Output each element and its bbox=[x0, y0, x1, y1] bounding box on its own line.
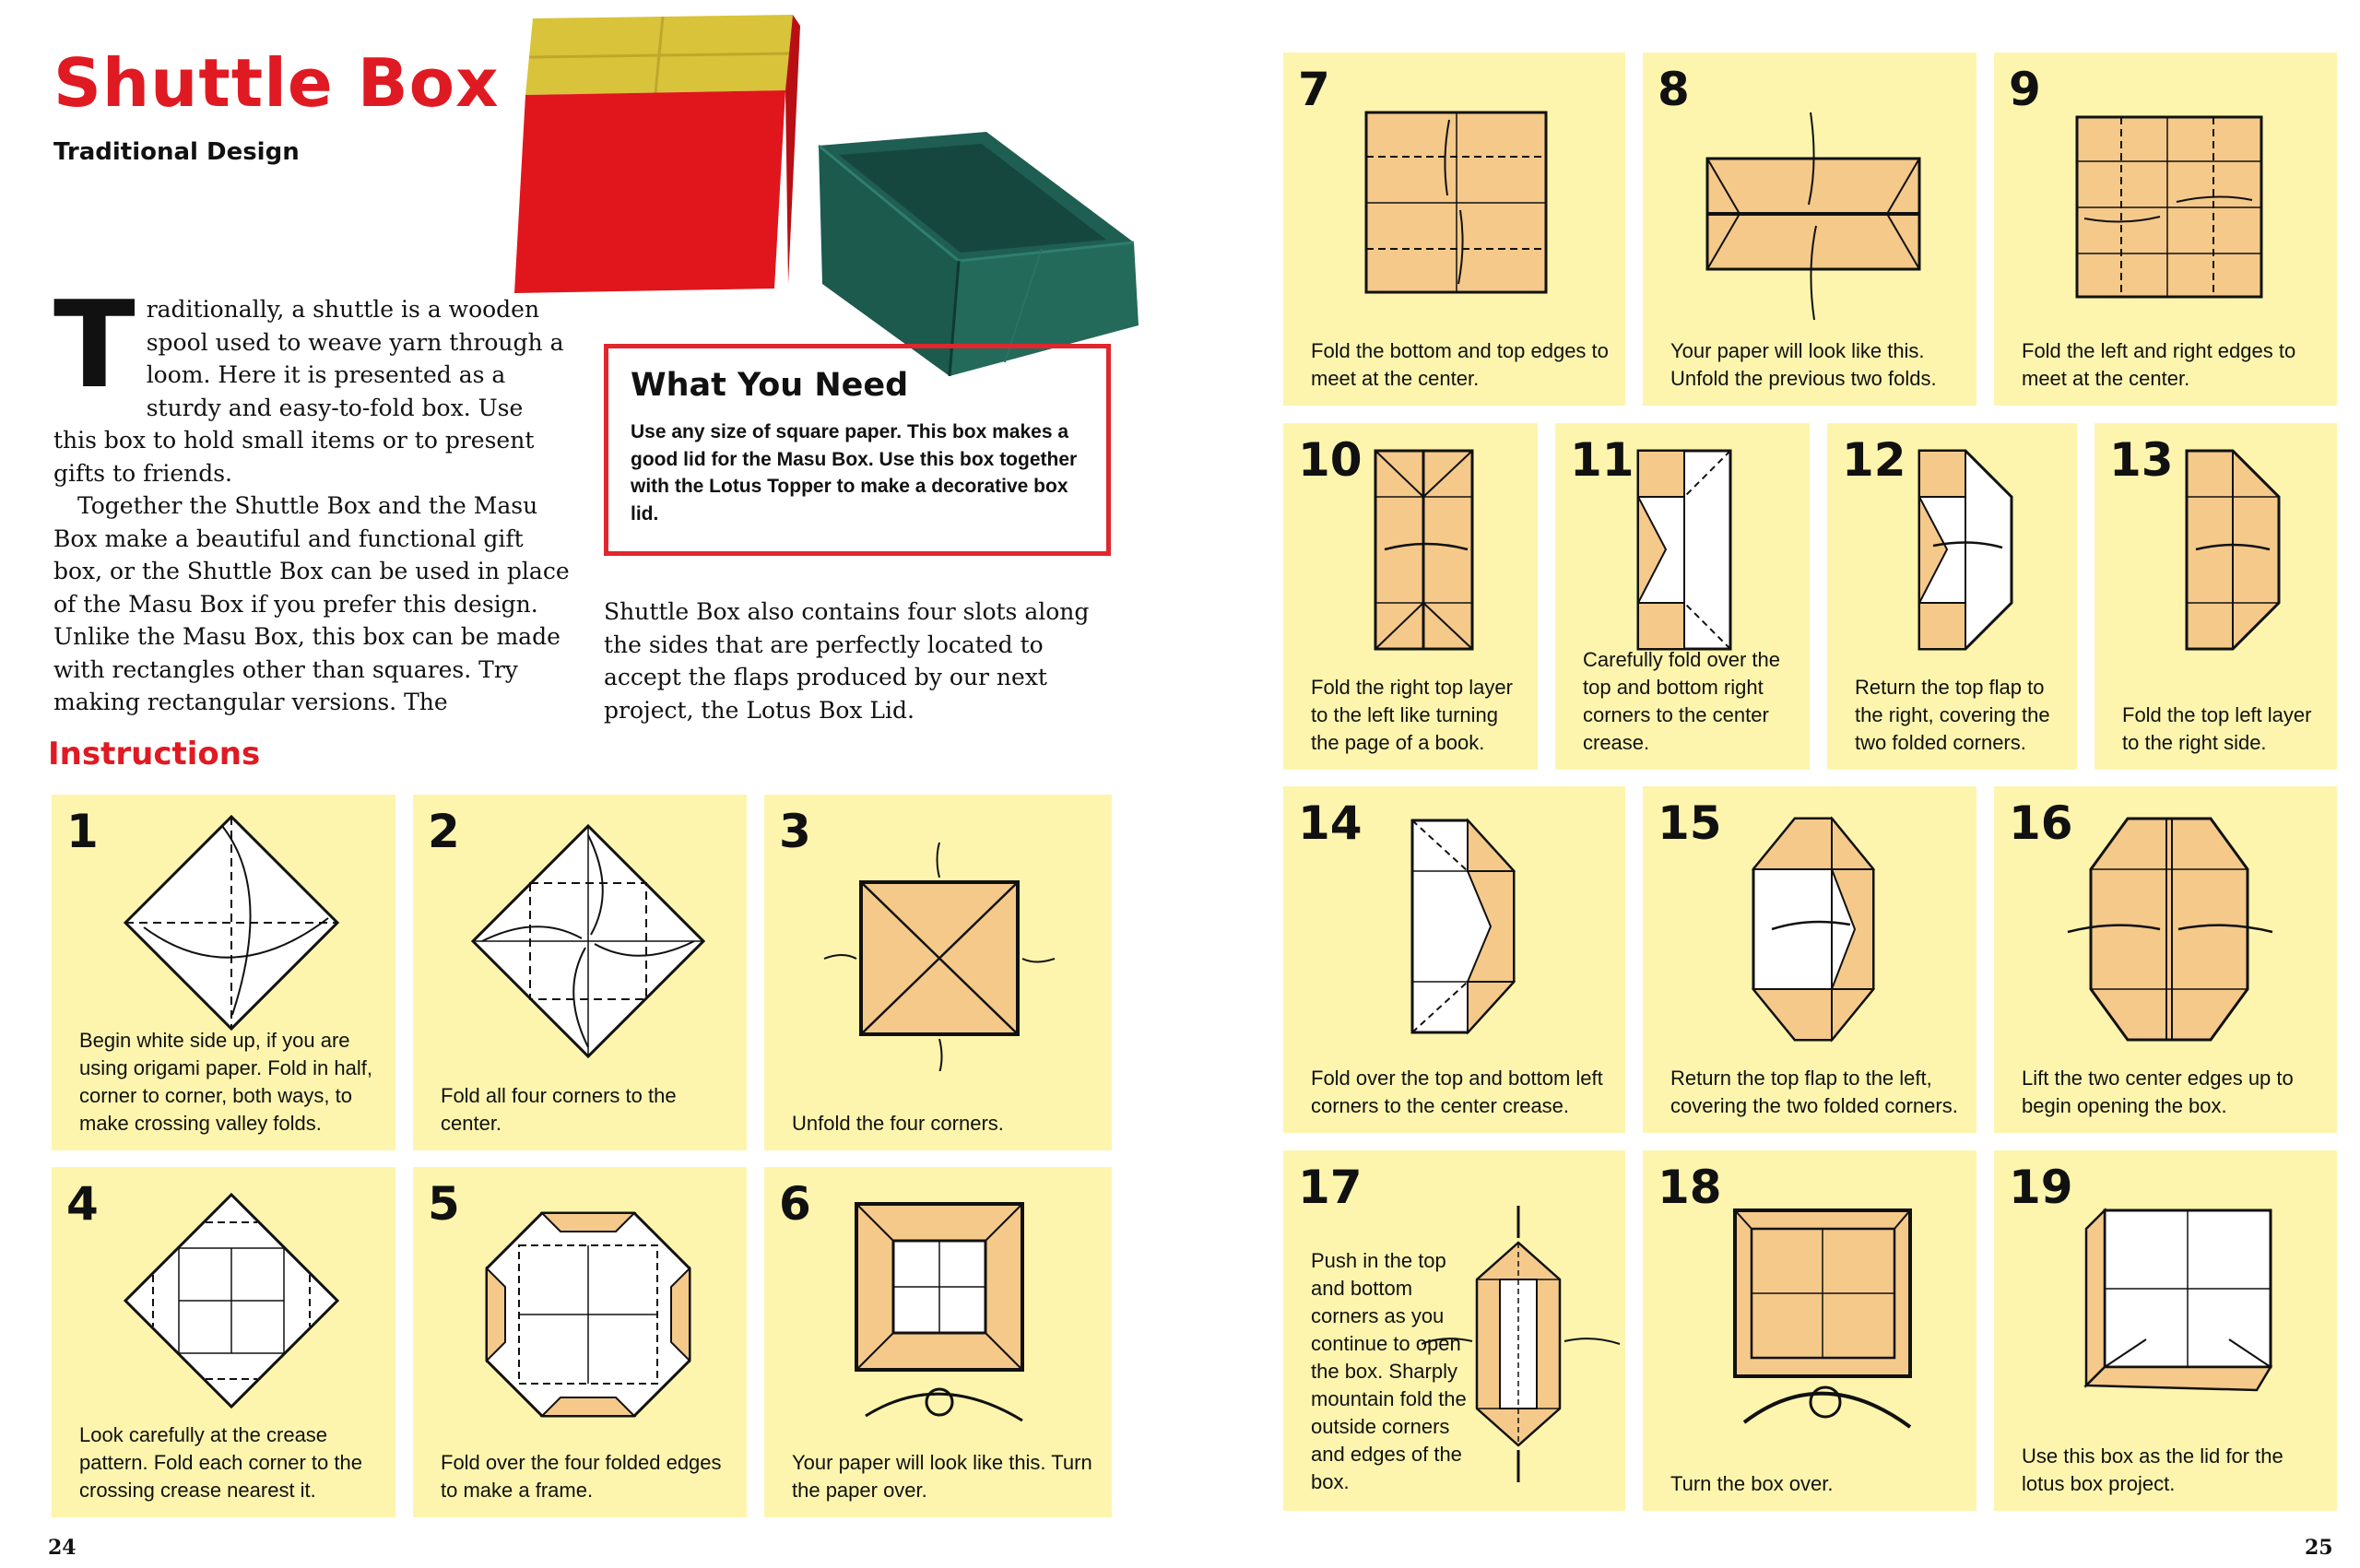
step-10-diagram bbox=[1366, 446, 1477, 658]
step-3-diagram bbox=[820, 831, 1059, 1071]
step-caption: Your paper will look like this. Turn the paper over. bbox=[792, 1451, 1092, 1502]
step-caption: Look carefully at the crease pattern. Fold each corner to the crossing crease nearest it. bbox=[79, 1423, 362, 1502]
instructions-heading: Instructions bbox=[48, 736, 261, 772]
step-1-diagram bbox=[116, 808, 347, 1038]
step-number: 17 bbox=[1298, 1161, 1363, 1214]
step-2-diagram bbox=[464, 817, 713, 1066]
step-number: 1 bbox=[66, 805, 99, 858]
step-number: 15 bbox=[1658, 796, 1722, 850]
step-caption: Turn the box over. bbox=[1670, 1472, 1834, 1495]
step-5-diagram bbox=[478, 1204, 699, 1425]
step-5 bbox=[413, 1167, 747, 1517]
step-6-diagram bbox=[838, 1195, 1050, 1434]
step-number: 10 bbox=[1298, 433, 1363, 487]
step-18-diagram bbox=[1717, 1201, 1929, 1441]
what-you-need-heading: What You Need bbox=[631, 367, 909, 404]
step-number: 12 bbox=[1842, 433, 1906, 487]
intro-paragraph-3: Shuttle Box also contains four slots along the sides that are perfectly located to accept the flaps produced by our next project, the Lotus Box Lid. bbox=[604, 598, 1090, 724]
step-11-diagram bbox=[1629, 446, 1740, 658]
step-19 bbox=[1994, 1150, 2337, 1511]
step-10 bbox=[1283, 423, 1538, 770]
page-title: Shuttle Box bbox=[53, 44, 500, 122]
step-caption: Unfold the four corners. bbox=[792, 1112, 1004, 1135]
step-19-diagram bbox=[2077, 1201, 2289, 1422]
step-11 bbox=[1555, 423, 1810, 770]
step-9-diagram bbox=[2068, 108, 2271, 301]
step-9 bbox=[1994, 53, 2337, 406]
step-caption: Lift the two center edges up to begin opening the box. bbox=[2022, 1067, 2294, 1117]
step-number: 4 bbox=[66, 1177, 99, 1231]
step-16-diagram bbox=[2059, 814, 2280, 1044]
intro-text bbox=[53, 275, 570, 719]
page-number-right: 25 bbox=[2305, 1536, 2333, 1560]
step-16 bbox=[1994, 786, 2337, 1133]
step-caption: Your paper will look like this. Unfold the previous two folds. bbox=[1670, 339, 1937, 390]
step-7 bbox=[1283, 53, 1625, 406]
step-number: 13 bbox=[2109, 433, 2174, 487]
step-13-diagram bbox=[2177, 446, 2288, 658]
step-8-diagram bbox=[1698, 108, 1929, 329]
step-caption: Fold the left and right edges to meet at the center. bbox=[2022, 339, 2296, 390]
what-you-need-text: Use any size of square paper. This box makes a good lid for the Masu Box. Use this box together with the Lotus Topper to make a decorative box lid. bbox=[631, 421, 1078, 525]
step-caption: Fold the top left layer to the right side. bbox=[2122, 703, 2312, 754]
step-14 bbox=[1283, 786, 1625, 1133]
step-14-diagram bbox=[1403, 816, 1523, 1042]
step-number: 11 bbox=[1570, 433, 1634, 487]
box-photo bbox=[489, 7, 1162, 395]
step-15-diagram bbox=[1744, 814, 1882, 1044]
step-caption: Fold all four corners to the center. bbox=[441, 1084, 677, 1135]
step-number: 2 bbox=[428, 805, 460, 858]
step-number: 3 bbox=[779, 805, 811, 858]
step-18 bbox=[1643, 1150, 1976, 1511]
step-13 bbox=[2094, 423, 2337, 770]
step-caption: Return the top flap to the left, covering the two folded corners. bbox=[1670, 1067, 1958, 1117]
step-number: 6 bbox=[779, 1177, 811, 1231]
drop-cap: T bbox=[53, 275, 136, 415]
step-15 bbox=[1643, 786, 1976, 1133]
step-2 bbox=[413, 795, 747, 1150]
step-caption: Begin white side up, if you are using origami paper. Fold in half, corner to corner, both ways, to make crossing valley folds. bbox=[79, 1029, 372, 1135]
step-caption: Push in the top and bottom corners as you continue to open the box. Sharply mountain fold the outside corners and edges of the box. bbox=[1311, 1249, 1467, 1493]
step-1 bbox=[52, 795, 395, 1150]
step-number: 9 bbox=[2009, 63, 2041, 116]
step-caption: Fold the bottom and top edges to meet at the center. bbox=[1311, 339, 1609, 390]
step-number: 19 bbox=[2009, 1161, 2073, 1214]
intro-paragraph-1: raditionally, a shuttle is a wooden spool used to weave yarn through a loom. Here it is presented as a sturdy and easy-to-fold box. Use this box to hold small items or to present gifts to friends. bbox=[53, 296, 564, 487]
step-caption: Fold the right top layer to the left like turning the page of a book. bbox=[1311, 676, 1513, 754]
step-number: 14 bbox=[1298, 796, 1363, 850]
step-caption: Fold over the four folded edges to make a frame. bbox=[441, 1451, 722, 1502]
step-7-diagram bbox=[1357, 103, 1560, 306]
step-caption: Fold over the top and bottom left corners to the center crease. bbox=[1311, 1067, 1603, 1117]
page-number-left: 24 bbox=[48, 1536, 77, 1560]
step-number: 5 bbox=[428, 1177, 460, 1231]
step-12 bbox=[1827, 423, 2077, 770]
step-number: 8 bbox=[1658, 63, 1690, 116]
step-4-diagram bbox=[116, 1185, 347, 1416]
what-you-need-box bbox=[604, 344, 1111, 556]
step-4 bbox=[52, 1167, 395, 1517]
step-12-diagram bbox=[1910, 446, 2021, 658]
step-6 bbox=[764, 1167, 1112, 1517]
step-caption: Use this box as the lid for the lotus box project. bbox=[2022, 1444, 2283, 1495]
step-caption: Carefully fold over the top and bottom right corners to the center crease. bbox=[1583, 648, 1780, 754]
step-3 bbox=[764, 795, 1112, 1150]
step-number: 7 bbox=[1298, 63, 1330, 116]
step-17-diagram bbox=[1422, 1201, 1624, 1487]
step-number: 16 bbox=[2009, 796, 2073, 850]
step-8 bbox=[1643, 53, 1976, 406]
step-caption: Return the top flap to the right, covering the two folded corners. bbox=[1855, 676, 2050, 754]
page-subtitle: Traditional Design bbox=[53, 138, 300, 166]
step-17 bbox=[1283, 1150, 1625, 1511]
intro-paragraph-2: Together the Shuttle Box and the Masu Box make a beautiful and functional gift box, or the Shuttle Box can be used in place of the Masu Box if you prefer this design. Unlike the Masu Box, this box can be made with rectangles other than squares. Try making rectangular versions. The bbox=[53, 492, 570, 715]
step-number: 18 bbox=[1658, 1161, 1722, 1214]
